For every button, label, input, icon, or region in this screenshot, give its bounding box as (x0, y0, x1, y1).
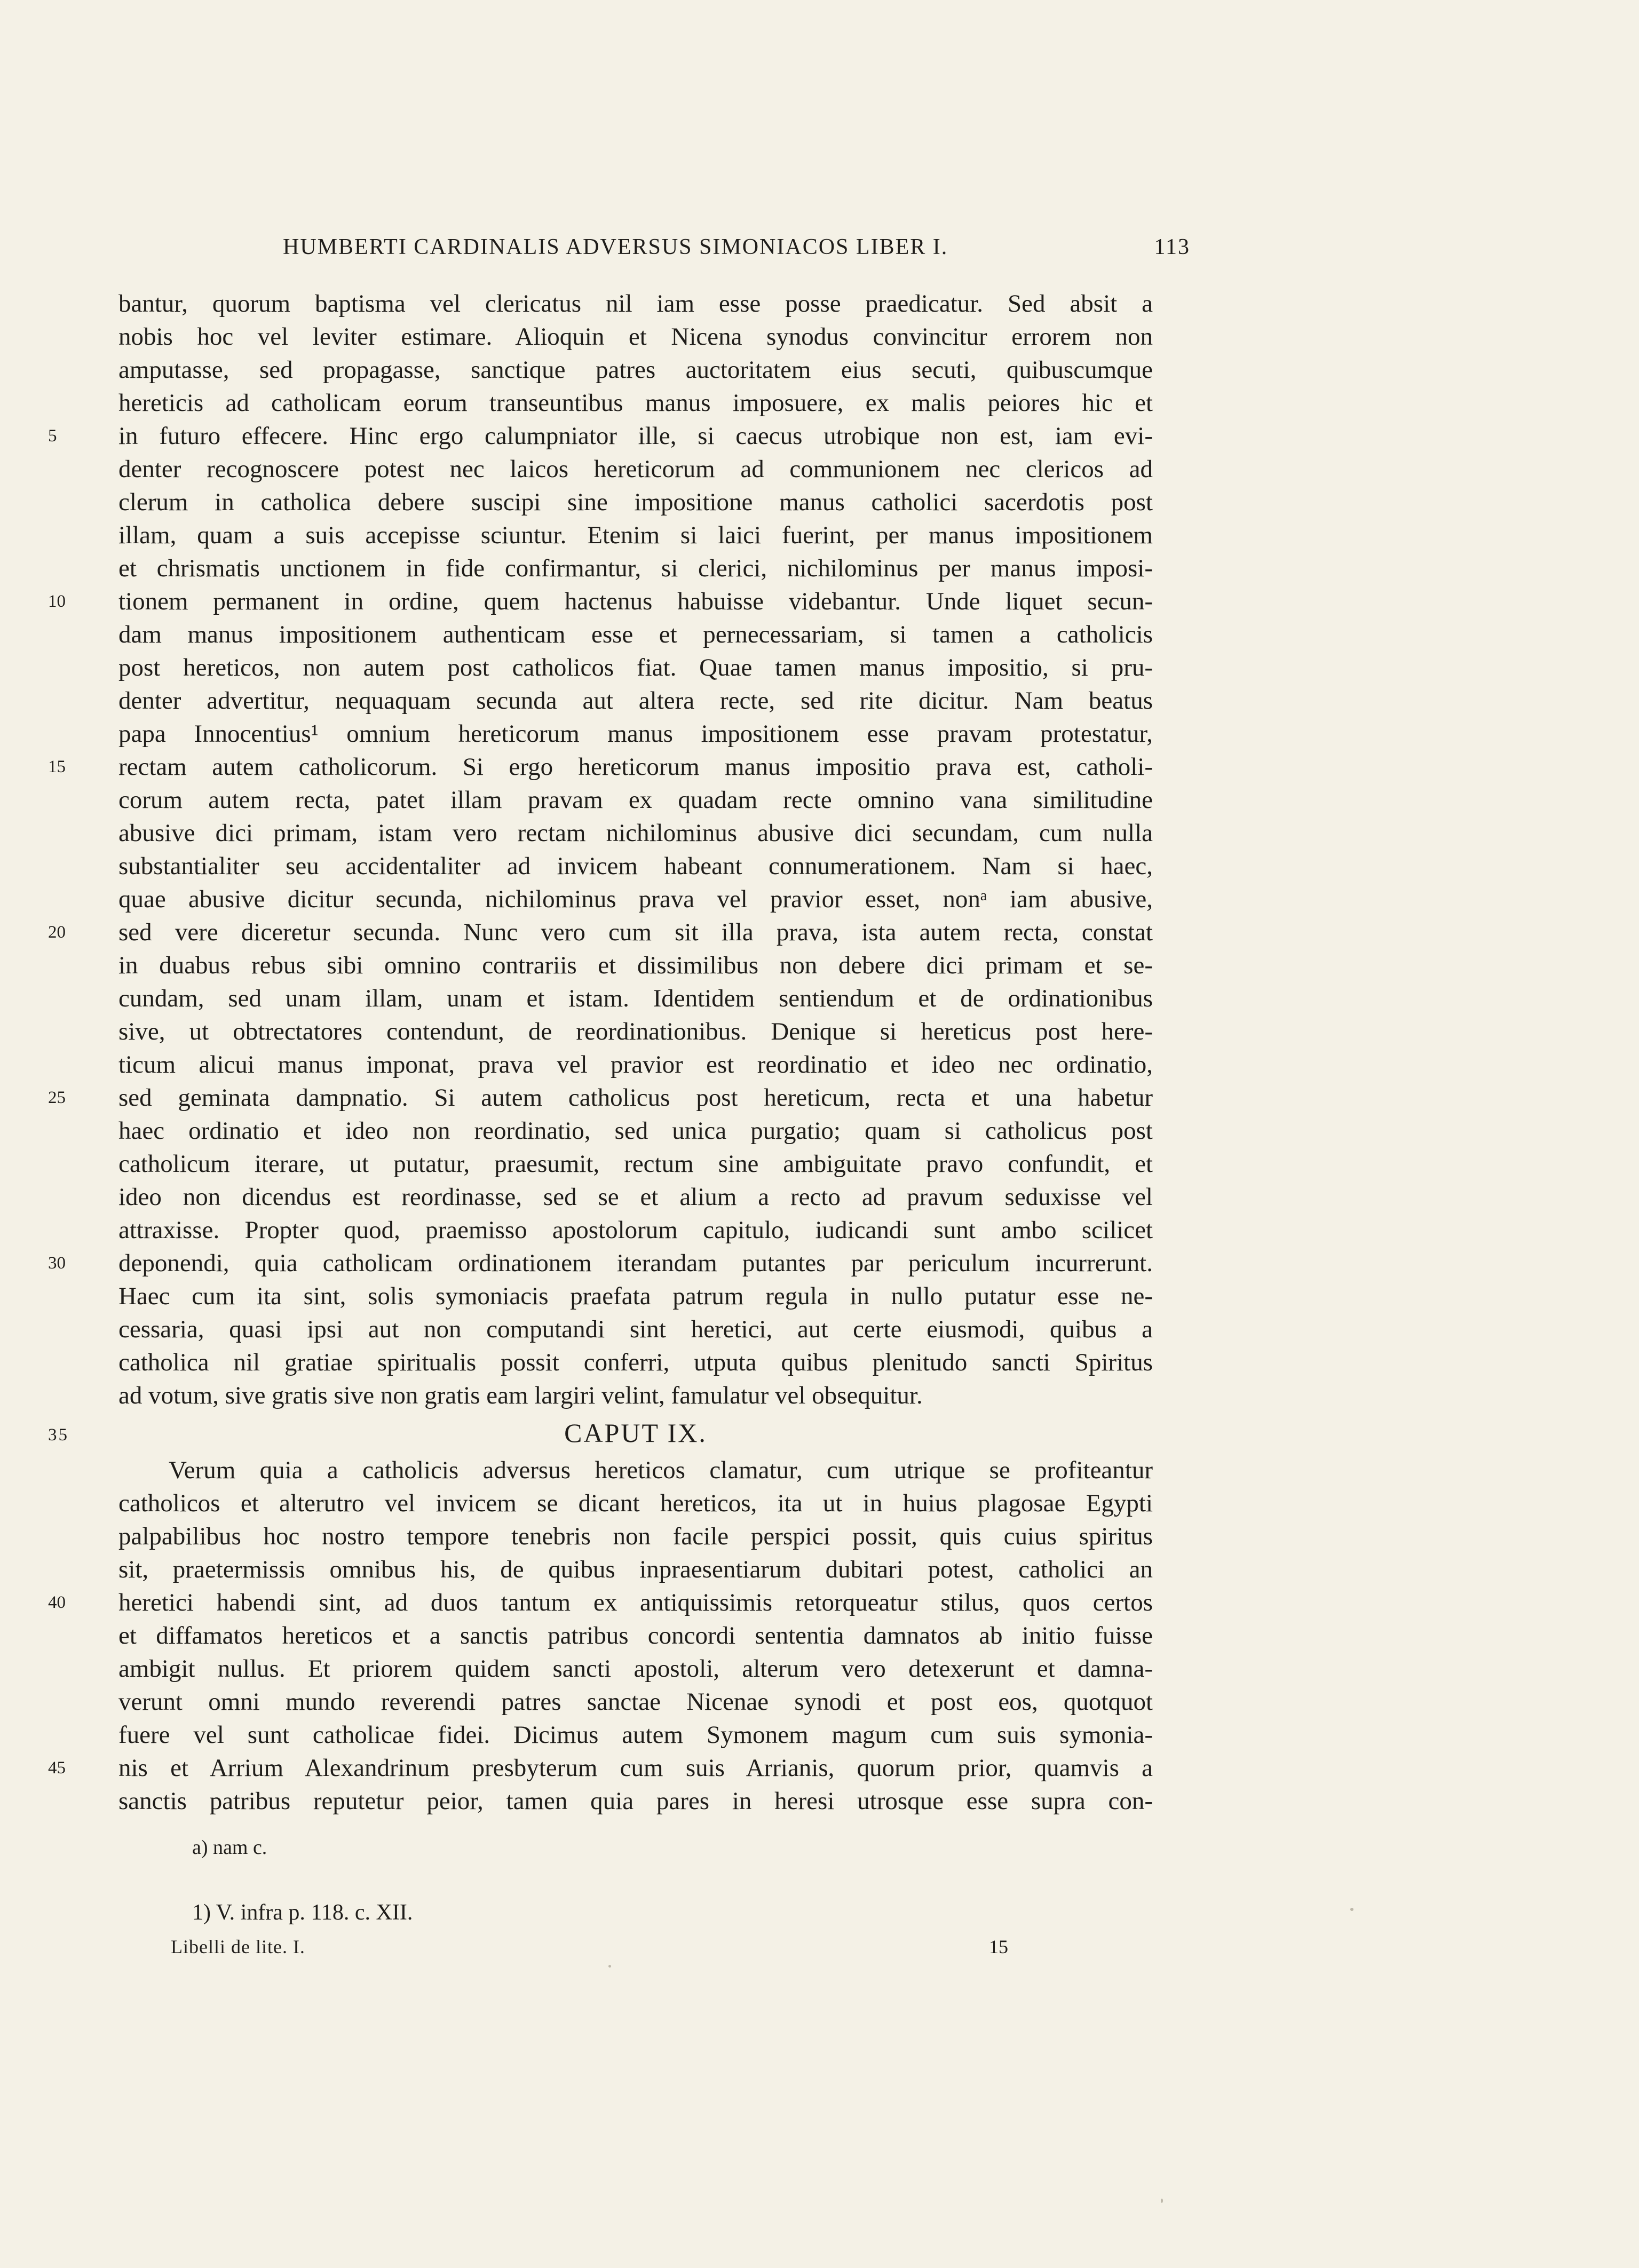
line-text: amputasse, sed propagasse, sanctique patres auctoritatem eius secuti, quibuscumque (118, 356, 1153, 384)
text-line (118, 1379, 1153, 1412)
text-line (118, 1346, 1153, 1379)
text-line (118, 1785, 1153, 1818)
line-text: ideo non dicendus est reordinasse, sed se et alium a recto ad pravum seduxisse vel (118, 1183, 1153, 1211)
text-line (118, 1114, 1153, 1147)
line-text: ad votum, sive gratis sive non gratis eam largiri velint, famulatur vel obsequitur. (118, 1382, 923, 1409)
text-line (118, 816, 1153, 850)
line-text: catholicum iterare, ut putatur, praesumit, rectum sine ambiguitate pravo confundit, et (118, 1150, 1153, 1178)
line-text: sed vere diceretur secunda. Nunc vero cum sit illa prava, ista autem recta, constat (118, 918, 1153, 946)
text-line (118, 1487, 1153, 1520)
line-text: clerum in catholica debere suscipi sine impositione manus catholici sacerdotis post (118, 488, 1153, 516)
printer-signature: Libelli de lite. I. (171, 1936, 305, 1957)
chapter-heading: CAPUT IX. (564, 1418, 707, 1448)
line-text: verunt omni mundo reverendi patres sanctae Nicenae synodi et post eos, quotquot (118, 1688, 1153, 1716)
line-text: Haec cum ita sint, solis symoniacis praefata patrum regula in nullo putatur esse ne- (118, 1282, 1153, 1310)
text-line (118, 1619, 1153, 1652)
paper-speck (1161, 2199, 1163, 2203)
text-line (118, 519, 1153, 552)
line-text: sive, ut obtrectatores contendunt, de reordinationibus. Denique si hereticus post here- (118, 1018, 1153, 1045)
line-text: in duabus rebus sibi omnino contrariis et dissimilibus non debere dici primam et se- (118, 951, 1153, 979)
line-text: hereticis ad catholicam eorum transeuntibus manus imposuere, ex malis peiores hic et (118, 389, 1153, 417)
line-text: substantialiter seu accidentaliter ad invicem habeant connumerationem. Nam si haec, (118, 852, 1153, 880)
text-line (118, 1280, 1153, 1313)
line-number: 15 (48, 757, 66, 776)
line-number: 25 (48, 1088, 66, 1107)
text-line (118, 453, 1153, 486)
text-line (118, 1180, 1153, 1214)
text-line (118, 1147, 1153, 1180)
line-text: catholica nil gratiae spiritualis possit conferri, utputa quibus plenitudo sancti Spiritus (118, 1349, 1153, 1376)
sheet-number: 15 (989, 1936, 1008, 1957)
line-number: 35 (48, 1425, 69, 1445)
line-text: post hereticos, non autem post catholicos fiat. Quae tamen manus impositio, si pru- (118, 654, 1153, 681)
text-line (118, 1685, 1153, 1718)
text-line (118, 982, 1153, 1015)
text-line (48, 1586, 1153, 1619)
line-number: 30 (48, 1254, 66, 1273)
main-text (48, 287, 1153, 1818)
text-line (118, 1048, 1153, 1081)
text-line (118, 1313, 1153, 1346)
line-text: et chrismatis unctionem in fide confirmantur, si clerici, nichilominus per manus imposi- (118, 554, 1153, 582)
text-line (118, 783, 1153, 816)
text-line (118, 949, 1153, 982)
line-text: tionem permanent in ordine, quem hactenus habuisse videbantur. Unde liquet secun- (118, 588, 1153, 615)
line-text: nobis hoc vel leviter estimare. Alioquin et Nicena synodus convincitur errorem non (118, 323, 1153, 351)
text-line (48, 1081, 1153, 1114)
text-line (118, 1214, 1153, 1247)
text-line (118, 552, 1153, 585)
paragraph-2 (48, 1454, 1153, 1818)
line-text: corum autem recta, patet illam pravam ex quadam recte omnino vana similitudine (118, 786, 1153, 814)
line-text: cessaria, quasi ipsi aut non computandi sint heretici, aut certe eiusmodi, quibus a (118, 1315, 1153, 1343)
text-line (118, 717, 1153, 750)
running-title: HUMBERTI CARDINALIS ADVERSUS SIMONIACOS LIBER I. (283, 235, 948, 259)
text-line (48, 1751, 1153, 1785)
line-text: sed geminata dampnatio. Si autem catholicus post hereticum, recta et una habetur (118, 1084, 1153, 1112)
line-text: attraxisse. Propter quod, praemisso apostolorum capitulo, iudicandi sunt ambo scilicet (118, 1216, 1153, 1244)
text-line (118, 651, 1153, 684)
chapter-heading-row (48, 1412, 1153, 1454)
page-number: 113 (1154, 235, 1190, 259)
line-text: palpabilibus hoc nostro tempore tenebris non facile perspici possit, quis cuius spiritus (118, 1522, 1153, 1550)
line-number: 10 (48, 592, 66, 611)
line-text: bantur, quorum baptisma vel clericatus nil iam esse posse praedicatur. Sed absit a (118, 290, 1153, 318)
text-line (118, 1652, 1153, 1685)
line-text: Verum quia a catholicis adversus hereticos clamatur, cum utrique se profiteantur (169, 1456, 1153, 1484)
line-text: fuere vel sunt catholicae fidei. Dicimus autem Symonem magum cum suis symonia- (118, 1721, 1153, 1749)
paper-speck (1350, 1908, 1353, 1911)
line-text: ambigit nullus. Et priorem quidem sancti apostoli, alterum vero detexerunt et damna- (118, 1655, 1153, 1683)
text-line (48, 1247, 1153, 1280)
line-text: denter recognoscere potest nec laicos hereticorum ad communionem nec clericos ad (118, 455, 1153, 483)
text-line (48, 750, 1153, 783)
critical-apparatus-note: a) nam c. (192, 1836, 267, 1859)
line-text: sanctis patribus reputetur peior, tamen quia pares in heresi utrosque esse supra con- (118, 1787, 1153, 1815)
line-number: 20 (48, 923, 66, 942)
line-text: denter advertitur, nequaquam secunda aut altera recte, sed rite dicitur. Nam beatus (118, 687, 1153, 715)
running-header (283, 228, 1190, 266)
text-line (118, 1718, 1153, 1751)
line-text: dam manus impositionem authenticam esse et pernecessariam, si tamen a catholicis (118, 621, 1153, 648)
line-number: 45 (48, 1758, 66, 1778)
line-text: ticum alicui manus imponat, prava vel pravior est reordinatio et ideo nec ordinatio, (118, 1051, 1153, 1079)
text-line (118, 684, 1153, 717)
paper-speck (608, 1965, 611, 1968)
line-text: nis et Arrium Alexandrinum presbyterum cum suis Arrianis, quorum prior, quamvis a (118, 1754, 1153, 1782)
text-line (118, 320, 1153, 353)
text-line (118, 386, 1153, 419)
text-line (118, 618, 1153, 651)
line-text: heretici habendi sint, ad duos tantum ex antiquissimis retorqueatur stilus, quos certos (118, 1589, 1153, 1616)
line-text: illam, quam a suis accepisse sciuntur. Etenim si laici fuerint, per manus impositionem (118, 521, 1153, 549)
text-line (118, 287, 1153, 320)
text-line (118, 883, 1153, 916)
text-line (48, 419, 1153, 453)
paragraph-1 (48, 287, 1153, 1412)
line-text: papa Innocentius¹ omnium hereticorum manus impositionem esse pravam protestatur, (118, 720, 1153, 748)
text-line (118, 1520, 1153, 1553)
text-line (118, 486, 1153, 519)
text-line (118, 353, 1153, 386)
text-line (118, 850, 1153, 883)
line-text: haec ordinatio et ideo non reordinatio, sed unica purgatio; quam si catholicus post (118, 1117, 1153, 1145)
text-line (118, 1015, 1153, 1048)
source-footnote: 1) V. infra p. 118. c. XII. (192, 1900, 413, 1925)
line-number: 5 (48, 426, 57, 446)
text-line (48, 585, 1153, 618)
line-number: 40 (48, 1593, 66, 1612)
line-text: catholicos et alterutro vel invicem se dicant hereticos, ita ut in huius plagosae Egypti (118, 1489, 1153, 1517)
line-text: sit, praetermissis omnibus his, de quibus inpraesentiarum dubitari potest, catholici an (118, 1556, 1153, 1583)
line-text: cundam, sed unam illam, unam et istam. Identidem sentiendum et de ordinationibus (118, 985, 1153, 1012)
text-line (48, 916, 1153, 949)
line-text: in futuro effecere. Hinc ergo calumpniator ille, si caecus utrobique non est, iam evi- (118, 422, 1153, 450)
text-line (118, 1454, 1153, 1487)
line-text: et diffamatos hereticos et a sanctis patribus concordi sententia damnatos ab initio fuisse (118, 1622, 1153, 1650)
line-text: rectam autem catholicorum. Si ergo hereticorum manus impositio prava est, catholi- (118, 753, 1153, 781)
text-line (118, 1553, 1153, 1586)
line-text: quae abusive dicitur secunda, nichilominus prava vel pravior esset, nonᵃ iam abusive, (118, 885, 1153, 913)
line-text: abusive dici primam, istam vero rectam nichilominus abusive dici secundam, cum nulla (118, 819, 1153, 847)
line-text: deponendi, quia catholicam ordinationem iterandam putantes par periculum incurrerunt. (118, 1249, 1153, 1277)
